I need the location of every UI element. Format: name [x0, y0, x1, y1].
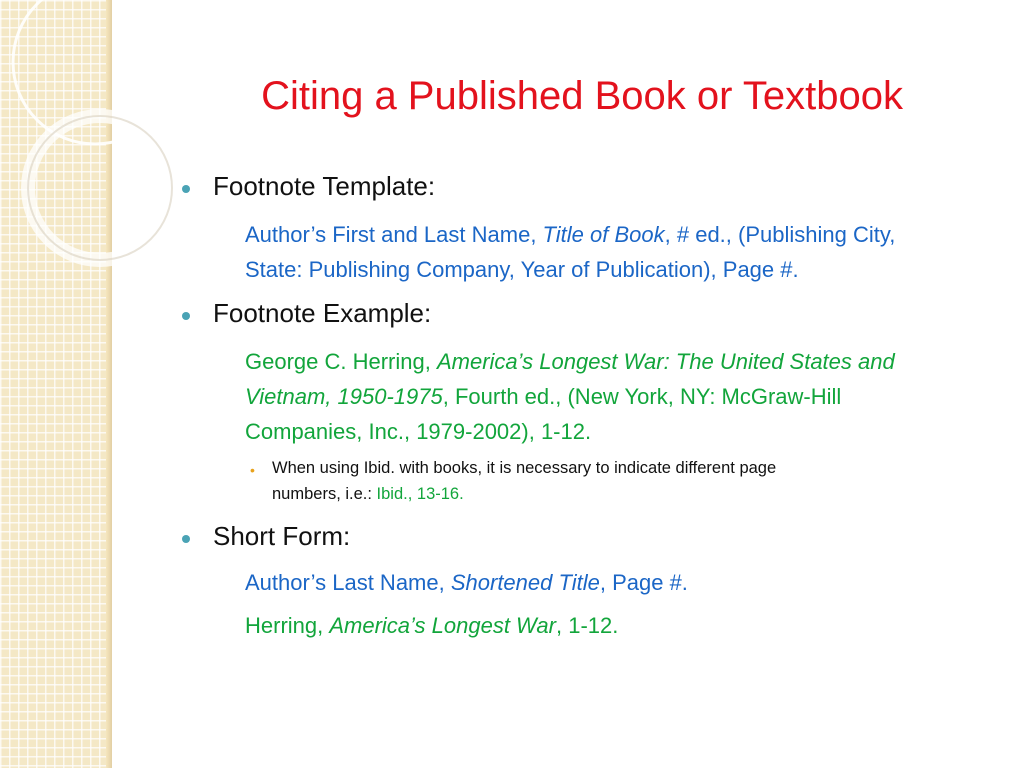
- template-text: , # ed., (Publishing City,: [664, 222, 896, 247]
- sub-bullet-dot-icon: •: [250, 462, 255, 478]
- heading-footnote-template: Footnote Template:: [213, 171, 436, 201]
- example-text: , Fourth ed., (New York, NY: McGraw-Hill: [442, 384, 842, 409]
- ibid-example: Ibid., 13-16.: [376, 485, 464, 503]
- template-text: , Page #.: [599, 570, 688, 595]
- example-line-2: [245, 379, 841, 414]
- example-line-3: Companies, Inc., 1979-2002), 1-12.: [245, 419, 592, 444]
- template-text: Author’s Last Name,: [245, 570, 451, 595]
- template-line-2: State: Publishing Company, Year of Publication), Page #.: [245, 257, 799, 282]
- ibid-note-text: numbers, i.e.:: [272, 485, 377, 503]
- template-text: Author’s First and Last Name,: [245, 222, 543, 247]
- short-form-example: [245, 608, 618, 643]
- ibid-note-line-1: When using Ibid. with books, it is necessary to indicate different page: [272, 459, 777, 477]
- bullet-dot-icon: [182, 312, 190, 320]
- ibid-note-line-2: [272, 481, 776, 507]
- short-form-template: [245, 565, 688, 600]
- bullet-dot-icon: [182, 535, 190, 543]
- example-text: Herring,: [245, 613, 330, 638]
- example-text: George C. Herring,: [245, 349, 437, 374]
- example-italic-title: America’s Longest War: [329, 613, 556, 638]
- heading-short-form: Short Form:: [213, 521, 351, 551]
- template-italic-title: Title of Book: [542, 222, 665, 247]
- example-text: , 1-12.: [555, 613, 619, 638]
- ibid-note: [272, 455, 776, 507]
- example-line-1: [245, 344, 895, 379]
- example-italic-title: Vietnam, 1950-1975: [245, 384, 443, 409]
- slide-title: Citing a Published Book or Textbook: [261, 74, 903, 118]
- heading-footnote-example: Footnote Example:: [213, 298, 432, 328]
- template-italic-title: Shortened Title: [450, 570, 600, 595]
- template-line-1: [245, 217, 895, 252]
- example-italic-title: America’s Longest War: The United States and: [436, 349, 895, 374]
- bullet-dot-icon: [182, 185, 190, 193]
